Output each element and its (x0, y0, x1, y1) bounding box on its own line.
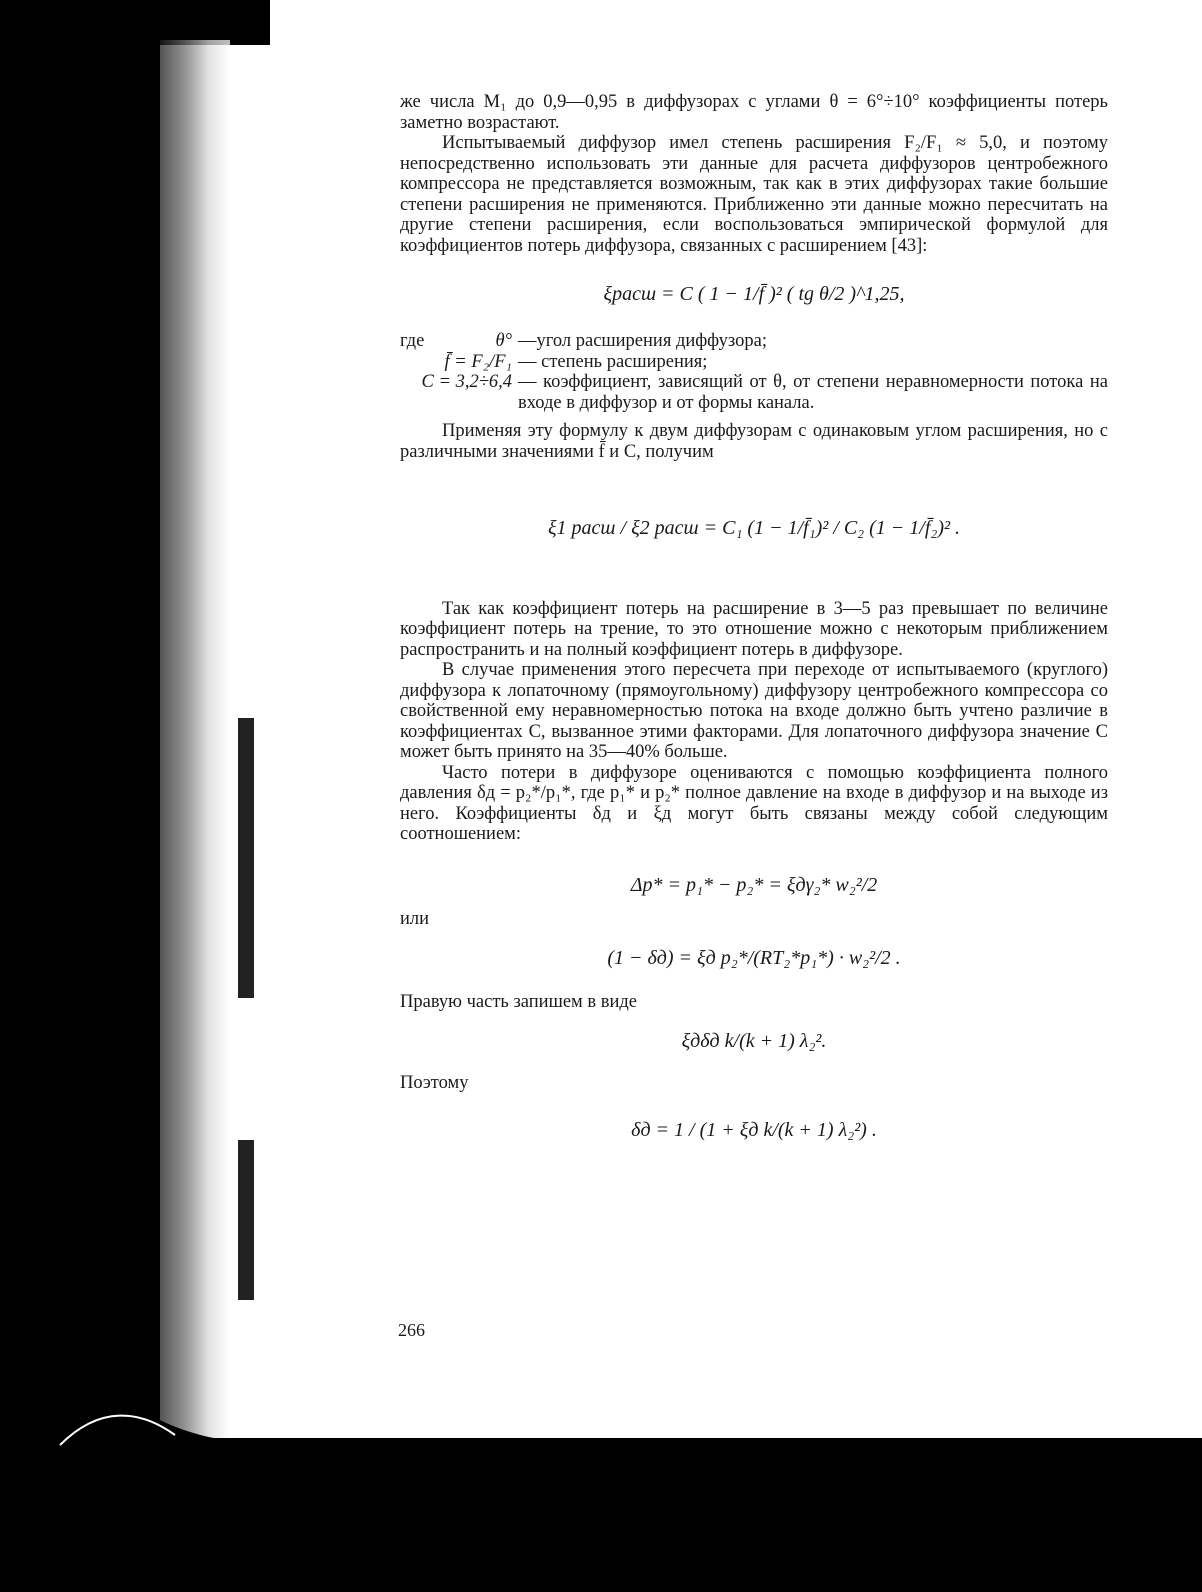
paragraph-3: Применяя эту формулу к двум диффузорам с одинаковым углом расширения, но с различными значениями f̄ и C, получим (400, 421, 1108, 462)
definition-desc: — степень расширения; (518, 351, 708, 372)
paragraph-4: Так как коэффициент потерь на расширение в 3—5 раз превышает по величине коэффициент потерь на трение, то это отношение можно с некоторым приближением распространить и на полный коэффициент потерь в диффузоре. (400, 598, 1108, 660)
scan-edge-shadow (160, 40, 230, 1450)
paragraph-2: Испытываемый диффузор имел степень расширения F₂/F₁ ≈ 5,0, и поэтому непосредственно использовать эти данные для расчета диффузоров центробежного компрессора не представляется возможным, так как в этих диффузорах такие большие степени расширения не применяются. Приближенно эти данные можно пересчитать на другие степени расширения, если воспользоваться эмпирической формулой для коэффициентов потерь диффузора, связанных с расширением [43]: (400, 133, 1108, 256)
label-right-side: Правую часть запишем в виде (400, 992, 637, 1012)
definition-term: C = 3,2÷6,4 (421, 372, 512, 392)
document-page (400, 92, 1108, 1140)
formula-loss-ratio: ξ1 расш / ξ2 расш = C₁ (1 − 1/f̄₁)² / C₂ (1 − 1/f̄₂)² . (547, 517, 961, 539)
paragraph-5: В случае применения этого пересчета при переходе от испытываемого (круглого) диффузора к лопаточному (прямоугольному) диффузору центробежного компрессора со свойственной ему неравномерностью потока на входе должно быть учтено различие в коэффициентах C, вызванное этими факторами. Для лопаточного диффузора значение C может быть принято на 35—40% больше. (400, 660, 1108, 762)
formula-delta-relation: (1 − δд) = ξд p₂*/(RT₂*p₁*) · w₂²/2 . (607, 946, 901, 969)
scan-stripe-mark (238, 718, 254, 998)
page-number: 266 (398, 1320, 425, 1340)
definition-intro: где (400, 330, 425, 351)
formula-delta-result: δд = 1 / (1 + ξд k/(k + 1) λ₂²) . (631, 1118, 877, 1141)
paragraph-6: Часто потери в диффузоре оцениваются с помощью коэффициента полного давления δд = p₂*/p₁*, где p₁* и p₂* полное давление на входе в диффузор и на выходе из него. Коэффициенты δд и ξд могут быть связаны между собой следующим соотношением: (400, 762, 1108, 844)
formula-pressure-drop: Δp* = p₁* − p₂* = ξдγ₂* w₂²/2 (630, 873, 878, 896)
definition-desc: — коэффициент, зависящий от θ, от степени неравномерности потока на входе в диффузор и от формы канала. (518, 372, 1108, 413)
definition-term: f̄ = F₂/F₁ (444, 351, 512, 372)
formula-right-side: ξдδд k/(k + 1) λ₂². (681, 1029, 827, 1052)
scan-border-top-left (160, 0, 270, 45)
scan-curl-shape (0, 1350, 480, 1470)
label-therefore: Поэтому (400, 1073, 469, 1093)
formula-expansion-loss: ξрасш = C ( 1 − 1/f̄ )² ( tg θ/2 )^1,25, (603, 283, 905, 305)
definition-desc: —угол расширения диффузора; (518, 331, 767, 351)
scan-stripe-mark (238, 1140, 254, 1300)
definitions-list (400, 331, 1108, 414)
paragraph-1: же числа M₁ до 0,9—0,95 в диффузорах с углами θ = 6°÷10° коэффициенты потерь заметно возрастают. (400, 92, 1108, 133)
definition-term: θ° (495, 331, 512, 351)
label-or: или (400, 909, 430, 929)
